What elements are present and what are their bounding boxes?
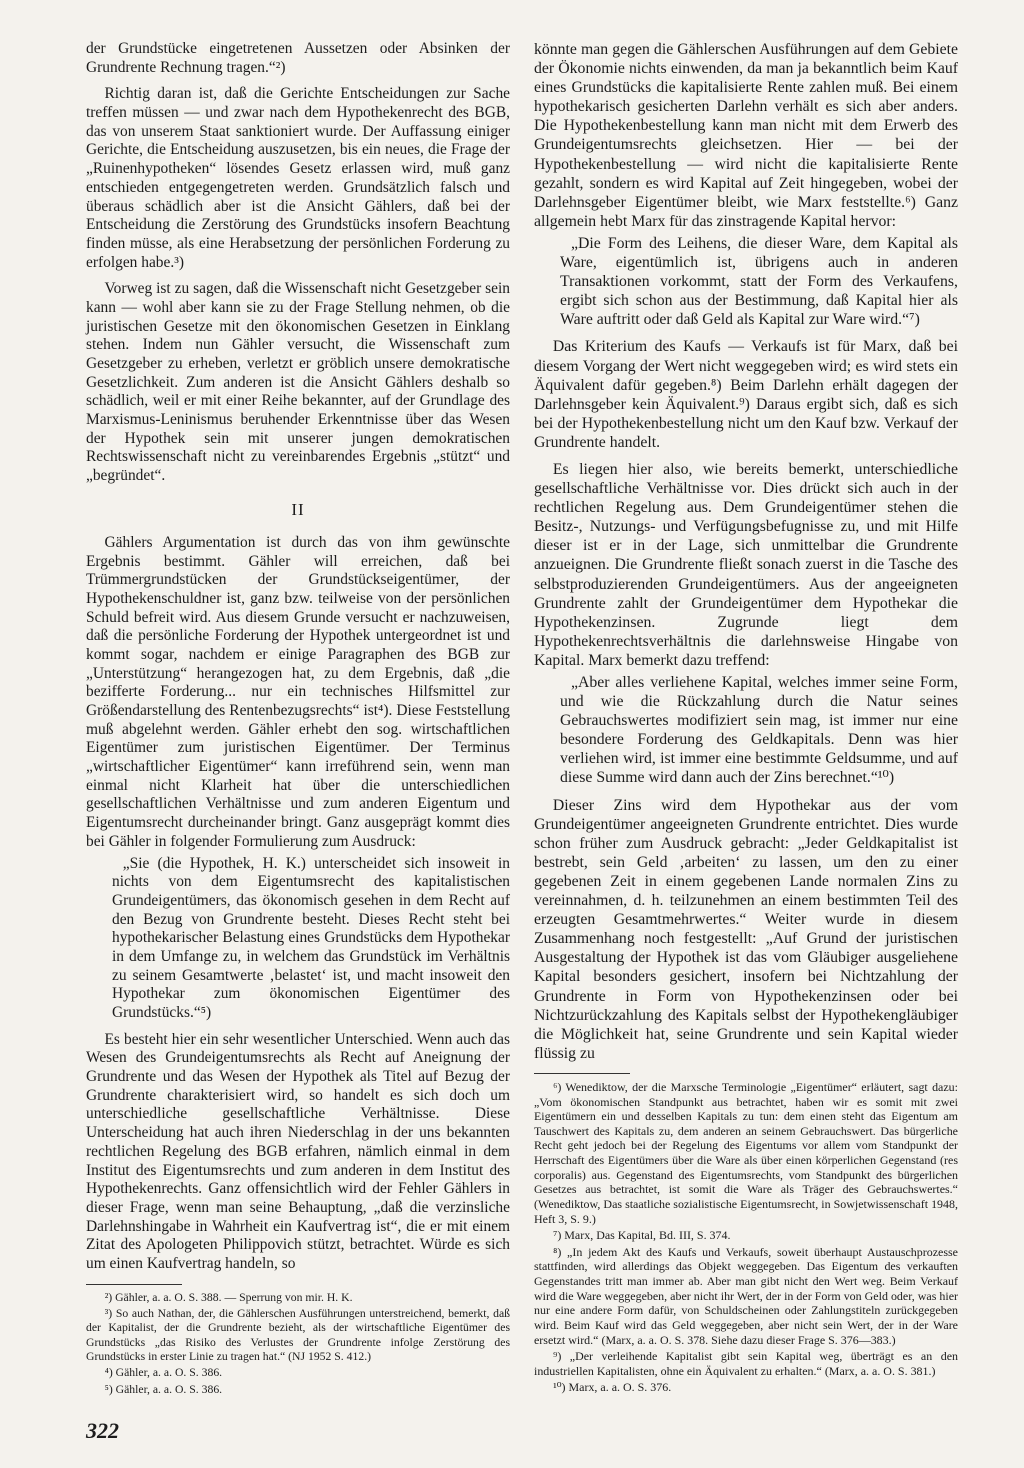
right-column	[534, 40, 958, 1397]
footnote: ³) So auch Nathan, der, die Gählerschen Ausführungen unterstreichend, bemerkt, daß der Kapitalist, der die Grundrente bezieht, als der wirtschaftliche Eigentümer des Grundstücks „das Risiko des Verlustes der Grundrente infolge Zerstörung des Grundstücks in erster Linie zu tragen hat.“ (NJ 1952 S. 412.)	[86, 1306, 510, 1363]
section-heading: II	[291, 499, 305, 519]
block-quote: „Sie (die Hypothek, H. K.) unterscheidet sich insoweit in nichts von dem Eigentumsrecht des kapitalistischen Grundeigentümers, das ökonomisch gesehen in dem Recht auf den Bezug von Grundrente besteht. Dieses Recht steht bei hypothekarischer Belastung eines Grundstücks dem Hypothekar in dem Umfange zu, in welchem das Grundstück im Verhältnis zu seinem Gesamtwerte ‚belastet‘ ist, und macht insoweit den Hypothekar zum ökonomischen Eigentümer des Grundstücks.“⁵)	[112, 854, 510, 1021]
footnote: ⁶) Wenediktow, der die Marxsche Terminologie „Eigentümer“ erläutert, sagt dazu: „Vom ökonomischen Standpunkt aus betrachtet, haben wir es somit mit zwei Eigentümern ein und desselben Kapitals zu tun: dem einen steht das Eigentum am Tauschwert des Kapitals zu, dem anderen an seinem Gebrauchswert. Das bürgerliche Recht geht jedoch bei der Regelung des Eigentums vor allem vom Standpunkt der Herrschaft des Eigentümers über die Ware als über einen körperlichen Gegenstand (res corporalis) aus. Gegenstand des Eigentumsrechts, vom Standpunkt des bürgerlichen Gesetzes aus betrachtet, ist somit die Ware als Träger des Gebrauchswertes.“ (Wenediktow, Das staatliche sozialistische Eigentumsrecht, in Sowjetwissenschaft 1948, Heft 3, S. 9.)	[534, 1079, 958, 1226]
footnote: ⁹) „Der verleihende Kapitalist gibt sein Kapital weg, überträgt es an den industriellen Kapitalisten, ohne ein Äquivalent zu erhalten.“ (Marx, a. a. O. S. 381.)	[534, 1349, 958, 1378]
paragraph: Es liegen hier also, wie bereits bemerkt, unterschiedliche gesellschaftliche Verhältnisse vor. Dies drückt sich auch in der rechtlichen Regelung aus. Dem Grundeigentümer stehen die Besitz-, Nutzungs- und Verfügungsbefugnisse zu, und mit Hilfe dieser ist er in der Lage, sich unmittelbar die Grundrente anzueignen. Die Grundrente fließt sonach zuerst in die Tasche des selbstproduzierenden Grundeigentümers. Aus der angeeigneten Grundrente zahlt der Grundeigentümer dem Hypothekar die Hypothekenzinsen. Zugrunde liegt dem Hypothekenrechtsverhältnis die darlehnsweise Hingabe von Kapital. Marx bemerkt dazu treffend:	[534, 460, 958, 669]
page-number: 322	[86, 1418, 119, 1443]
paragraph: könnte man gegen die Gählerschen Ausführungen auf dem Gebiete der Ökonomie nichts einwenden, da man ja bekanntlich beim Kauf eines Grundstücks die kapitalisierte Rente zahlen muß. Bei einem hypothekarisch gesicherten Darlehn verhält es sich aber anders. Die Hypothekenbestellung kann man nicht mit dem Erwerb des Grundeigentumsrechts gleichsetzen. Hier — bei der Hypothekenbestellung — wird nicht die kapitalisierte Rente gezahlt, sondern es wird Kapital auf Zeit hingegeben, wobei der Darlehnsgeber Eigentümer bleibt, wie Marx feststellte.⁶) Ganz allgemein hebt Marx für das zinstragende Kapital hervor:	[534, 41, 958, 230]
paragraph: Das Kriterium des Kaufs — Verkaufs ist für Marx, daß bei diesem Vorgang der Wert nicht weggegeben wird; es wird stets ein Äquivalent dafür gegeben.⁸) Beim Darlehn erhält dagegen der Darlehnsgeber kein Äquivalent.⁹) Daraus ergibt sich, daß es sich bei der Hypothekenbestellung nicht um den Kauf bzw. Verkauf der Grundrente handelt.	[534, 338, 958, 451]
footnote: ⁸) „In jedem Akt des Kaufs und Verkaufs, soweit überhaupt Austauschprozesse stattfinden, wird allerdings das Objekt weggegeben. Das Eigentum des verkauften Gegenstandes tritt man immer ab. Aber man gibt nicht den Wert weg. Beim Verkauf wird die Ware weggegeben, aber nicht ihr Wert, der in der Form von Geld oder, was hier nur eine andere Form dafür, von Schuldscheinen oder Zahlungstiteln zurückgegeben wird. Beim Kauf wird das Geld weggegeben, aber nicht sein Wert, der in der Ware ersetzt wird.“ (Marx, a. a. O. S. 378. Siehe dazu dieser Frage S. 376—383.)	[534, 1244, 958, 1347]
footnote: ⁴) Gähler, a. a. O. S. 386.	[104, 1366, 223, 1380]
block-quote: „Aber alles verliehene Kapital, welches immer seine Form, und wie die Rückzahlung durch die Natur seines Gebrauchswertes modifiziert sein mag, ist immer nur eine besondere Forderung des Geldkapitals. Denn was hier verliehen wird, ist immer eine bestimmte Geldsumme, und auf diese Summe wird dann auch der Zins berechnet.“¹⁰)	[560, 674, 958, 787]
footnote-divider	[534, 1073, 630, 1074]
paragraph: der Grundstücke eingetretenen Aussetzen oder Absinken der Grundrente Rechnung tragen.“²)	[86, 40, 510, 76]
block-quote: „Die Form des Leihens, die dieser Ware, dem Kapital als Ware, eigentümlich ist, übrigens auch in anderen Transaktionen vorkommt, statt der Form des Verkaufens, ergibt sich schon aus der Bestimmung, daß Kapital hier als Ware auftritt oder daß Geld als Kapital zur Ware wird.“⁷)	[560, 234, 958, 329]
footnote: ⁵) Gähler, a. a. O. S. 386.	[104, 1382, 223, 1396]
left-column	[86, 40, 510, 1399]
paragraph: Dieser Zins wird dem Hypothekar aus der vom Grundeigentümer angeeigneten Grundrente entrichtet. Dies wurde schon früher zum Ausdruck gebracht: „Jeder Geldkapitalist ist bestrebt, sein Geld ‚arbeiten‘ zu lassen, um den zu einer gegebenen Zeit in einem gegebenen Lande normalen Zins zu vereinnahmen, d. h. teilzunehmen an einem bestimmten Teil des erzeugten Gesamtmehrwertes.“ Weiter wurde in diesem Zusammenhang noch festgestellt: „Auf Grund der juristischen Ausgestaltung der Hypothek ist das vom Gläubiger ausgeliehene Kapital besonders gesichert, insofern bei Nichtzahlung der Grundrente in Form von Hypothekenzinsen oder bei Nichtzurückzahlung des Kapitals selbst der Hypothekengläubiger die Möglichkeit hat, seine Grundrente und sein Kapital wieder flüssig zu	[534, 796, 958, 1062]
paragraph: Es besteht hier ein sehr wesentlicher Unterschied. Wenn auch das Wesen des Grundeigentumsrechts als Recht auf Aneignung der Grundrente und das Wesen der Hypothek als Titel auf Bezug der Grundrente charakterisiert wird, so handelt es sich doch um unterschiedliche gesellschaftliche Verhältnisse. Diese Unterscheidung hat auch ihren Niederschlag in der uns bekannten rechtlichen Regelung des BGB erfahren, nämlich einmal in dem Institut des Eigentumsrechts und zum anderen in dem Institut des Hypothekenrechts. Ganz offensichtlich wird der Fehler Gählers in dieser Frage, wenn man seine Behauptung, „daß die verzinsliche Darlehnshingabe in Wahrheit ein Kaufvertrag ist“, die er mit einem Zitat des Apologeten Philippovich stützt, betrachtet. Würde es sich um einen Kaufvertrag handeln, so	[86, 1030, 510, 1272]
footnote: ⁷) Marx, Das Kapital, Bd. III, S. 374.	[553, 1228, 731, 1243]
paragraph: Vorweg ist zu sagen, daß die Wissenschaft nicht Gesetzgeber sein kann — wohl aber kann sie zu der Frage Stellung nehmen, ob die juristischen Gesetze mit den ökonomischen Gesetzen in Einklang stehen. Indem nun Gähler versucht, die Wissenschaft zum Gesetzgeber zu erheben, verletzt er gröblich unsere demokratische Gesetzlichkeit. Zum anderen ist die Ansicht Gählers deshalb so schädlich, weil er mit einer Reihe bekannter, auf der Grundlage des Marxismus-Leninismus beruhender Erkenntnisse über das Wesen der Hypothek sein mit unserer jungen demokratischen Rechtswissenschaft nicht zu vereinbarendes Ergebnis „stützt“ und „begründet“.	[86, 280, 510, 485]
paragraph: Richtig daran ist, daß die Gerichte Entscheidungen zur Sache treffen müssen — und zwar nach dem Hypothekenrecht des BGB, das von unserem Staat sanktioniert wurde. Der Auffassung einiger Gerichte, die Entscheidung auszusetzen, bis ein neues, die Frage der „Ruinenhypotheken“ lösendes Gesetz erlassen wird, muß ganz entschieden entgegengetreten werden. Grundsätzlich falsch und überaus schädlich aber ist die Ansicht Gählers, daß bei der Entscheidung die Zerstörung des Grundstücks insofern Beachtung finden müsse, als eine Herabsetzung der persönlichen Forderung zu erfolgen habe.³)	[86, 85, 510, 271]
paragraph: Gählers Argumentation ist durch das von ihm gewünschte Ergebnis bestimmt. Gähler will erreichen, daß bei Trümmergrundstücken der Grundstückseigentümer, der Hypothekenschuldner ist, ganz bzw. teilweise von der persönlichen Schuld befreit wird. Aus diesem Grunde versucht er nachzuweisen, daß die persönliche Forderung der Hypothek untergeordnet ist und kommt sogar, nachdem er einige Paragraphen des BGB zur „Unterstützung“ herangezogen hat, zu dem Ergebnis, daß „die bezifferte Forderung... nur ein technisches Hilfsmittel zur Größendarstellung des Rentenbezugsrechts“ ist⁴). Diese Feststellung muß abgelehnt werden. Gähler erhebt den sog. wirtschaftlichen Eigentümer zum juristischen Eigentümer. Der Terminus „wirtschaftlicher Eigentümer“ kann irreführend sein, wenn man einmal nicht Klarheit hat über die unterschiedlichen gesellschaftlichen Verhältnisse und zum anderen Eigentum und Eigentumsrecht durcheinander bringt. Ganz ausgeprägt kommt dies bei Gähler in folgender Formulierung zum Ausdruck:	[86, 533, 510, 850]
footnote-divider	[86, 1284, 182, 1285]
footnote: ¹⁰) Marx, a. a. O. S. 376.	[553, 1380, 672, 1395]
footnote: ²) Gähler, a. a. O. S. 388. — Sperrung von mir. H. K.	[104, 1290, 353, 1304]
